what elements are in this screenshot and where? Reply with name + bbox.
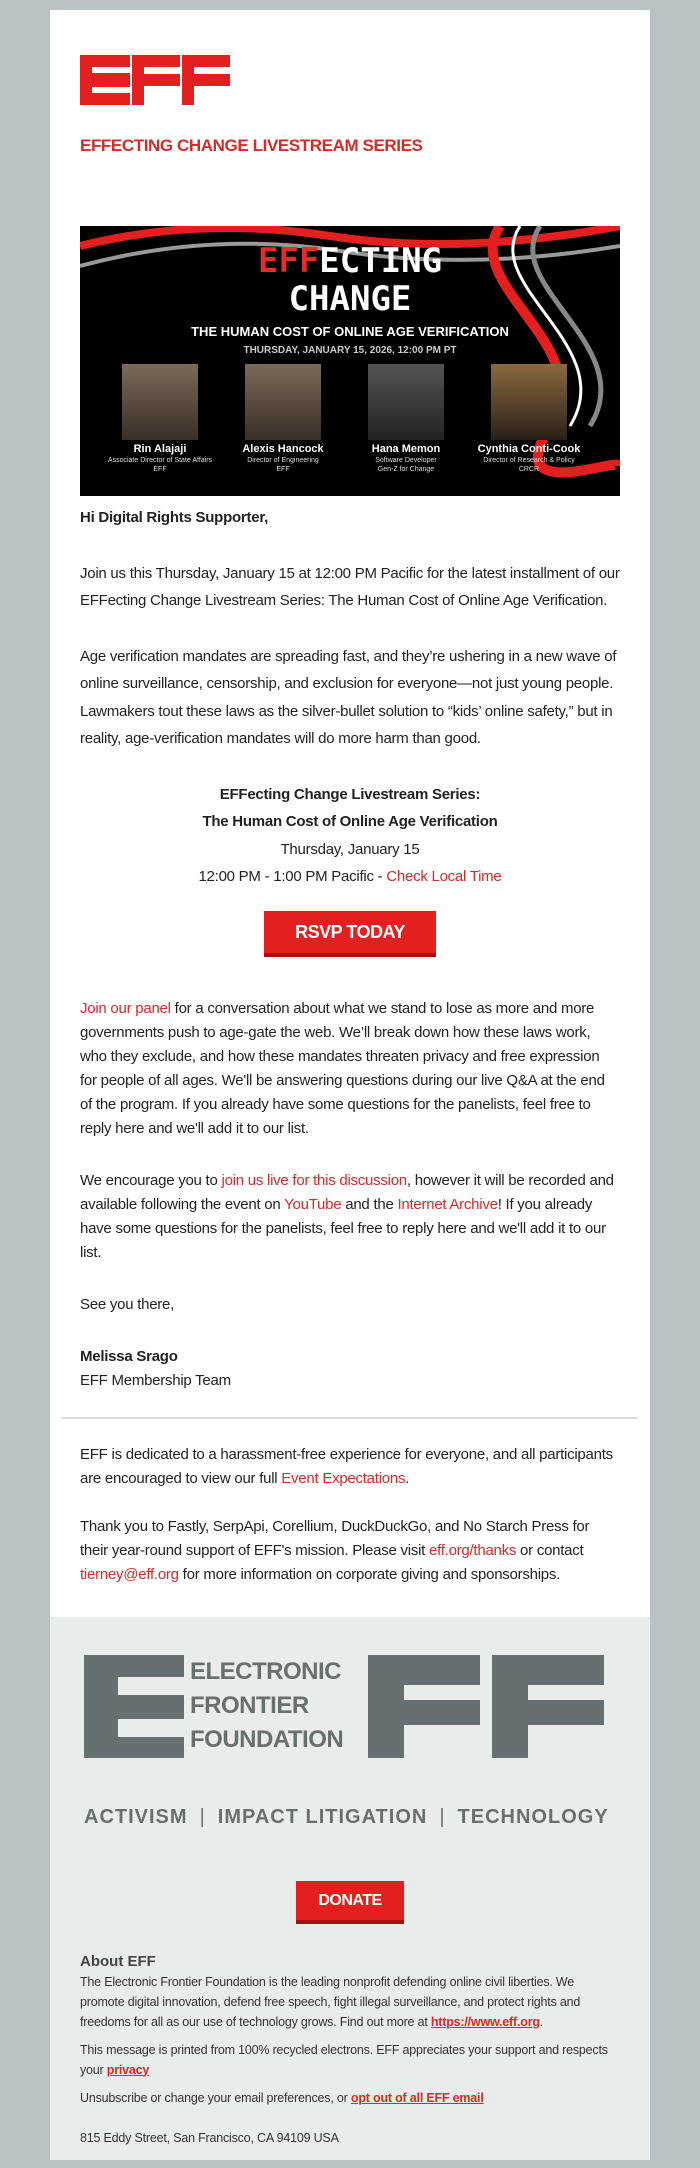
email-header <box>50 10 650 473</box>
youtube-link[interactable]: YouTube <box>284 1195 342 1213</box>
email-card <box>50 10 650 2160</box>
eff-full-logo <box>84 1655 620 1758</box>
logo-letter-e <box>84 1655 184 1758</box>
tierney-email-link[interactable]: tierney@eff.org <box>80 1565 179 1583</box>
signer-name: Melissa Srago <box>80 1347 178 1365</box>
eff-thanks-link[interactable]: eff.org/thanks <box>429 1541 517 1559</box>
event-expectations-link[interactable]: Event Expectations <box>281 1469 406 1487</box>
signoff: See you there, <box>80 1295 175 1313</box>
banner-date: THURSDAY, JANUARY 15, 2026, 12:00 PM PT <box>243 345 457 356</box>
encourage-paragraph: We encourage you to join us live for this discussion, however it will be recorded and available following the event on YouTube and the Internet Archive! If you already have some questions for the panelists, feel free to reply here and we'll add it to our list. <box>80 1171 614 1261</box>
donate-wrap <box>80 1881 620 1924</box>
intro-paragraph: Join us this Thursday, January 15 at 12:00 PM Pacific for the latest installment of our EFFecting Change Livestream Series: The Human Cost of Online Age Verification. <box>80 564 620 609</box>
email-notes <box>50 1419 650 1617</box>
banner-title: EFFECTING CHANGE <box>257 241 443 319</box>
check-local-time-link[interactable]: Check Local Time <box>386 868 502 885</box>
greeting: Hi Digital Rights Supporter, <box>80 509 269 526</box>
eff-logo <box>80 55 230 105</box>
speaker: Rin Alajaji Associate Director of State Affairs EFF <box>105 364 215 474</box>
rsvp-wrap <box>80 911 620 957</box>
logo-words: ELECTRONIC FRONTIER FOUNDATION <box>190 1657 344 1753</box>
about-text: The Electronic Frontier Foundation is the leading nonprofit defending online civil liberties. We promote digital innovation, defend free speech, fight illegal surveillance, and protect rights and freedoms for all as our use of technology grows. Find out more at https://www.eff.org. <box>80 1974 581 2029</box>
signer-team: EFF Membership Team <box>80 1371 231 1389</box>
signature <box>80 1345 620 1393</box>
speaker-photo <box>122 364 198 440</box>
tagline-separator: | <box>439 1805 446 1828</box>
panel-paragraph: Join our panel for a conversation about what we stand to lose as more and more governments push to age-gate the web. We’ll break down how these laws work, who they exclude, and how these mandates threaten privacy and free expression for people of all ages. We'll be answering questions during our live Q&A at the end of the program. If you already have some questions for the panelists, feel free to reply here and we'll add it to our list. <box>80 999 605 1137</box>
context-paragraph: Age verification mandates are spreading fast, and they’re ushering in a new wave of online surveillance, censorship, and exclusion for everyone—not just young people. Lawmakers tout these laws as the silver-bullet solution to “kids’ online safety,” but in reality, age-verification mandates will do more harm than good. <box>80 647 617 747</box>
opt-out-link[interactable]: opt out of all EFF email <box>350 2090 484 2105</box>
about-title: About EFF <box>80 1952 156 1970</box>
join-panel-link[interactable]: Join our panel <box>80 999 171 1017</box>
speaker-photo <box>245 364 321 440</box>
address: 815 Eddy Street, San Francisco, CA 94109 USA <box>80 2130 339 2145</box>
sponsors-paragraph: Thank you to Fastly, SerpApi, Corellium, DuckDuckGo, and No Starch Press for their year-round support of EFF's mission. Please visit eff.org/thanks or contact tierney@eff.org for more information on corporate giving and sponsorships. <box>80 1517 590 1583</box>
recycled-text: This message is printed from 100% recycled electrons. EFF appreciates your support and respects your privacy <box>80 2042 608 2077</box>
logo-letters-ff <box>368 1655 608 1758</box>
event-details: EFFecting Change Livestream Series: The Human Cost of Online Age Verification Thursday, January 15 12:00 PM - 1:00 PM Pacific - Check Local Time <box>198 785 502 885</box>
footer <box>50 1617 650 2160</box>
eff-website-link[interactable]: https://www.eff.org <box>430 2014 540 2029</box>
donate-button[interactable]: DONATE <box>296 1881 404 1924</box>
speaker: Cynthia Conti-Cook Director of Research & Policy CRCR <box>474 364 584 474</box>
expectations-paragraph: EFF is dedicated to a harassment-free experience for everyone, and all participants are encouraged to view our full Event Expectations. <box>80 1445 613 1487</box>
speaker: Alexis Hancock Director of Engineering EFF <box>228 364 338 474</box>
tagline: ACTIVISM | IMPACT LITIGATION | TECHNOLOGY <box>84 1805 609 1828</box>
internet-archive-link[interactable]: Internet Archive <box>397 1195 498 1213</box>
banner-subtitle: THE HUMAN COST OF ONLINE AGE VERIFICATION <box>191 324 509 339</box>
event-banner[interactable] <box>80 226 620 496</box>
speaker: Hana Memon Software Developer Gen-Z for Change <box>351 364 461 474</box>
join-live-link[interactable]: join us live for this discussion <box>221 1171 407 1189</box>
tagline-separator: | <box>199 1805 206 1828</box>
unsubscribe-text: Unsubscribe or change your email preferences, or opt out of all EFF email <box>80 2090 484 2105</box>
series-heading: EFFECTING CHANGE LIVESTREAM SERIES <box>80 136 423 155</box>
speaker-photo <box>368 364 444 440</box>
rsvp-button[interactable]: RSVP TODAY <box>264 911 436 957</box>
privacy-link[interactable]: privacy <box>106 2062 150 2077</box>
email-body <box>50 460 650 1417</box>
speaker-photo <box>491 364 567 440</box>
